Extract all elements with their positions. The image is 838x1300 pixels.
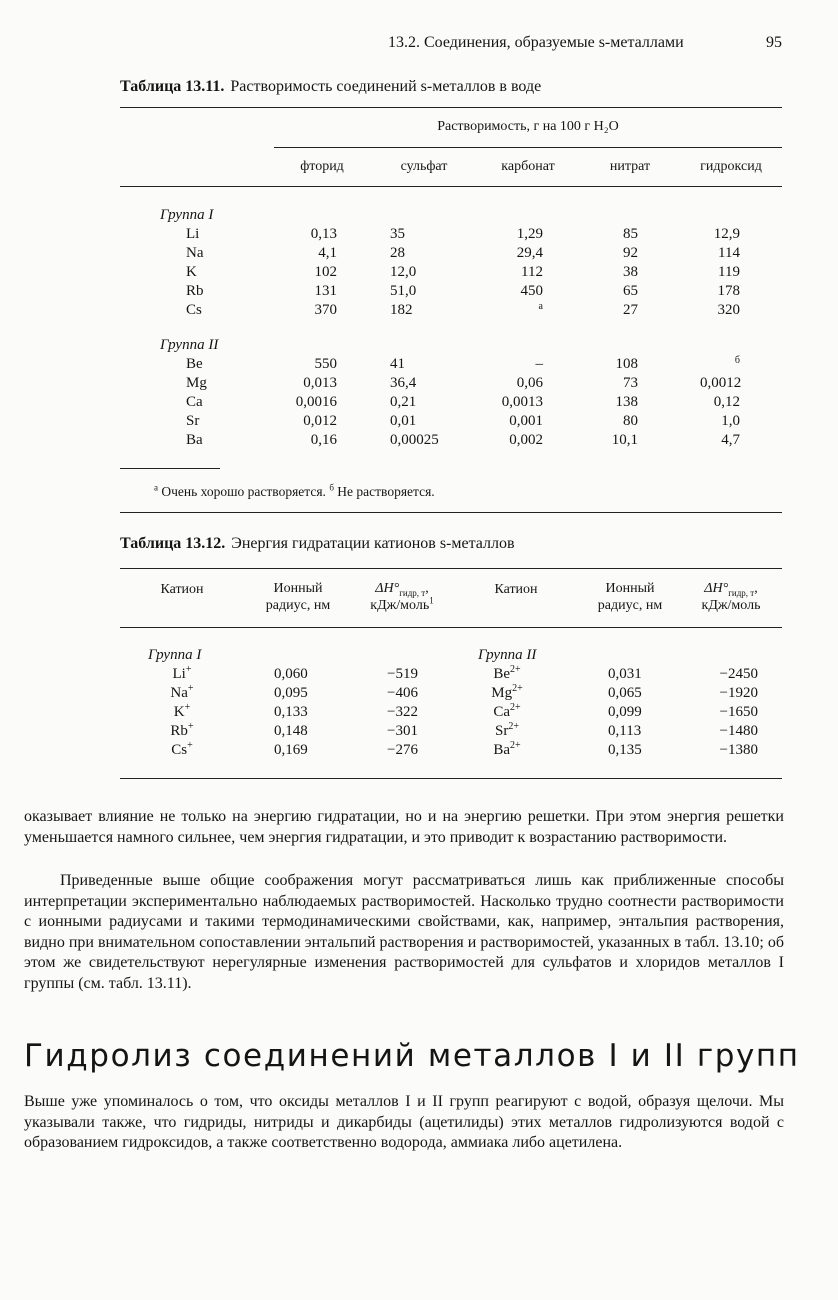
element-symbol: K <box>186 264 197 280</box>
footnote-mark-b: б <box>329 482 334 493</box>
table-cell: 0,001 <box>509 413 543 429</box>
ionic-radius: 0,065 <box>608 685 642 701</box>
table-cell: 38 <box>623 264 638 280</box>
ion-charge: 2+ <box>512 683 523 694</box>
table-cell: 10,1 <box>611 432 638 448</box>
ion-symbol: Cs <box>171 742 188 758</box>
table-cell: 102 <box>314 264 337 280</box>
dh-unit: кДж/моль <box>370 598 430 613</box>
table-cell: 0,12 <box>713 394 740 410</box>
radius-header-2-line2: радиус, нм <box>597 598 663 613</box>
radius-header-line1: Ионный <box>273 581 323 596</box>
hydration-energy-header-2 <box>680 580 782 614</box>
hydration-energy: −1480 <box>719 723 758 739</box>
ion-charge: + <box>187 740 193 751</box>
hydration-energy-header <box>350 580 454 614</box>
hydration-energy: −519 <box>387 666 418 682</box>
table-cell: 80 <box>623 413 638 429</box>
dh-symbol: ΔH° <box>375 581 400 596</box>
ionic-radius: 0,095 <box>274 685 308 701</box>
cation-symbol <box>472 741 542 760</box>
running-head-title: 13.2. Соединения, образуемые s-металлами <box>388 34 684 51</box>
table-cell: 450 <box>520 283 543 299</box>
table-cell: 12,0 <box>390 264 417 280</box>
table-cell: 4,7 <box>721 432 740 448</box>
hydration-energy: −276 <box>387 742 418 758</box>
ion-symbol: Li <box>172 666 186 682</box>
table-cell: 1,29 <box>516 226 543 242</box>
dh-subscript: гидр, т <box>399 587 426 598</box>
group-label: Группа II <box>478 647 537 663</box>
cation-symbol <box>148 684 216 703</box>
element-symbol: Sr <box>186 413 200 429</box>
dh-comma: , <box>425 581 429 596</box>
table-cell: 108 <box>615 356 638 372</box>
hydration-energy: −1650 <box>719 704 758 720</box>
radius-header-2-line1: Ионный <box>605 581 655 596</box>
cation-symbol <box>148 703 216 722</box>
ion-symbol: Be <box>493 666 511 682</box>
dh-unit-2: кДж/моль <box>701 598 761 613</box>
ion-charge: + <box>184 702 191 713</box>
ion-symbol: Ba <box>493 742 511 758</box>
element-symbol: Mg <box>186 375 207 391</box>
table-cell: 4,1 <box>318 245 337 261</box>
cation-symbol <box>472 703 542 722</box>
table-cell: 370 <box>314 302 337 318</box>
element-symbol: Li <box>186 226 200 242</box>
table-13-11-caption <box>120 78 541 96</box>
table-cell: 320 <box>717 302 740 318</box>
footnote-text-a: Очень хорошо растворяется. <box>161 484 326 499</box>
ion-charge: 2+ <box>510 740 521 751</box>
column-header: карбонат <box>501 159 555 174</box>
cation-symbol <box>472 684 542 703</box>
table-cell: 36,4 <box>390 375 417 391</box>
table-13-11-bottom-rule <box>120 512 782 513</box>
ionic-radius: 0,099 <box>608 704 642 720</box>
ionic-radius: 0,031 <box>608 666 642 682</box>
table-cell: 550 <box>314 356 337 372</box>
table-13-12-label: Таблица 13.12. <box>120 535 226 552</box>
ionic-radius: 0,113 <box>608 723 642 739</box>
table-cell: 0,01 <box>390 413 417 429</box>
hydration-energy: −322 <box>387 704 418 720</box>
table-cell: 1,0 <box>721 413 740 429</box>
ionic-radius: 0,169 <box>274 742 308 758</box>
table-cell: 28 <box>390 245 405 261</box>
paragraph-3: Выше уже упоминалось о том, что оксиды металлов I и II групп реагируют с водой, образуя щелочи. Мы указывали также, что гидриды, нитриды и дикарбиды (ацетилиды) этих металлов гидролизуются водой с образованием гидроксидов, а также соответственно водорода, аммиака либо ацетилена. <box>24 1093 784 1152</box>
dh-subscript-2: гидр, т <box>728 587 755 598</box>
footnote-mark-a: а <box>154 482 158 493</box>
table-cell: 138 <box>615 394 638 410</box>
table-cell: 27 <box>623 302 638 318</box>
cation-header: Катион <box>160 582 204 597</box>
column-header: сульфат <box>400 159 448 174</box>
table-cell: 65 <box>623 283 638 299</box>
table-cell: 73 <box>623 375 638 391</box>
paragraph-2: Приведенные выше общие соображения могут рассматриваться лишь как приближенные способы интерпретации экспериментально наблюдаемых растворимостей. Насколько трудно соотнести растворимости с ионными радиусами и такими термодинамическими свойствами, как, например, энтальпия растворения, видно при внимательном сопоставлении энтальпий растворения и растворимостей, указанных в табл. 13.10; об этом же свидетельствуют нерегулярные изменения растворимостей для сульфатов и хлоридов металлов I группы (см. табл. 13.11). <box>24 872 784 992</box>
cation-symbol <box>472 665 542 684</box>
table-13-12-title: Энергия гидратации катионов s-металлов <box>231 535 515 552</box>
ion-symbol: Mg <box>491 685 513 701</box>
column-header: фторид <box>300 159 344 174</box>
ion-charge: 2+ <box>510 664 521 675</box>
hydration-energy: −2450 <box>719 666 758 682</box>
cation-header-2: Катион <box>494 582 538 597</box>
table-cell: 0,13 <box>310 226 337 242</box>
table-cell: 0,06 <box>516 375 543 391</box>
ion-symbol: Na <box>170 685 188 701</box>
table-bottom-rule <box>120 778 782 779</box>
dh-comma-2: , <box>754 581 758 596</box>
element-symbol: Cs <box>186 302 202 318</box>
ion-charge: + <box>185 664 192 675</box>
group-label: Группа I <box>148 647 202 663</box>
page-number: 95 <box>766 34 782 51</box>
ionic-radius: 0,148 <box>274 723 308 739</box>
table-cell: – <box>535 356 543 372</box>
group-label: Группа II <box>160 337 219 353</box>
ion-charge: 2+ <box>508 721 519 732</box>
hydration-energy: −1380 <box>719 742 758 758</box>
element-symbol: Ba <box>186 432 203 448</box>
table-cell: 0,16 <box>310 432 337 448</box>
table-cell: 35 <box>390 226 405 242</box>
cation-symbol <box>148 665 216 684</box>
table-cell: а <box>538 301 543 312</box>
element-symbol: Na <box>186 245 204 261</box>
ionic-radius: 0,135 <box>608 742 642 758</box>
dh-symbol-2: ΔH° <box>704 581 729 596</box>
table-13-11-label: Таблица 13.11. <box>120 78 225 95</box>
radius-header-line2: радиус, нм <box>265 598 331 613</box>
footnote-text-b: Не растворяется. <box>337 484 435 499</box>
element-symbol: Be <box>186 356 203 372</box>
ion-charge: + <box>187 721 194 732</box>
cation-symbol <box>472 722 542 741</box>
section-heading: Гидролиз соединений металлов I и II групп <box>24 1038 800 1074</box>
ion-charge: + <box>187 683 194 694</box>
table-cell: 41 <box>390 356 405 372</box>
hydration-energy: −406 <box>387 685 418 701</box>
table-cell: 114 <box>718 245 740 261</box>
ion-charge: 2+ <box>510 702 521 713</box>
cation-symbol <box>148 722 216 741</box>
table-cell: 131 <box>314 283 337 299</box>
table-cell: 0,012 <box>303 413 337 429</box>
hydration-energy: −1920 <box>719 685 758 701</box>
table-13-11-footnote <box>154 484 435 500</box>
table-13-12-caption <box>120 535 515 553</box>
element-symbol: Ca <box>186 394 203 410</box>
spanner-rule <box>274 147 782 148</box>
ion-symbol: Sr <box>495 723 509 739</box>
cation-symbol <box>148 741 216 760</box>
ion-symbol: Ca <box>493 704 511 720</box>
table-cell: 178 <box>717 283 740 299</box>
table-top-rule <box>120 107 782 108</box>
solubility-spanner: Растворимость, г на 100 г H₂O <box>437 119 619 134</box>
table-cell: 0,21 <box>390 394 417 410</box>
ion-symbol: K <box>173 704 185 720</box>
radius-header-2 <box>582 580 678 614</box>
table-cell: 0,002 <box>509 432 543 448</box>
table-cell: 182 <box>390 302 413 318</box>
header-bottom-rule <box>120 627 782 628</box>
table-cell: б <box>734 355 740 366</box>
ion-symbol: Rb <box>170 723 188 739</box>
table-cell: 112 <box>521 264 543 280</box>
column-header: нитрат <box>609 159 651 174</box>
table-cell: 92 <box>623 245 638 261</box>
table-cell: 0,0013 <box>501 394 543 410</box>
group-label: Группа I <box>160 207 214 223</box>
footnote-rule <box>120 468 220 469</box>
table-cell: 51,0 <box>390 283 417 299</box>
table-cell: 29,4 <box>516 245 543 261</box>
ionic-radius: 0,060 <box>274 666 308 682</box>
ionic-radius: 0,133 <box>274 704 308 720</box>
table-cell: 0,013 <box>303 375 337 391</box>
dh-unit-sup: 1 <box>429 595 434 606</box>
table-cell: 119 <box>718 264 740 280</box>
table-cell: 0,0016 <box>295 394 337 410</box>
table-13-11-title: Растворимость соединений s-металлов в воде <box>230 78 542 95</box>
table-cell: 0,0012 <box>700 375 742 391</box>
element-symbol: Rb <box>186 283 204 299</box>
header-bottom-rule <box>120 186 782 187</box>
paragraph-1: оказывает влияние не только на энергию гидратации, но и на энергию решетки. При этом энергия решетки уменьшается намного сильнее, чем энергия гидратации, и это приводит к возрастанию растворимости. <box>24 808 784 846</box>
hydration-energy: −301 <box>387 723 418 739</box>
table-cell: 0,00025 <box>390 432 439 448</box>
table-top-rule <box>120 568 782 569</box>
column-header: гидроксид <box>700 159 762 174</box>
table-cell: 85 <box>623 226 638 242</box>
radius-header <box>250 580 346 614</box>
table-cell: 12,9 <box>713 226 740 242</box>
